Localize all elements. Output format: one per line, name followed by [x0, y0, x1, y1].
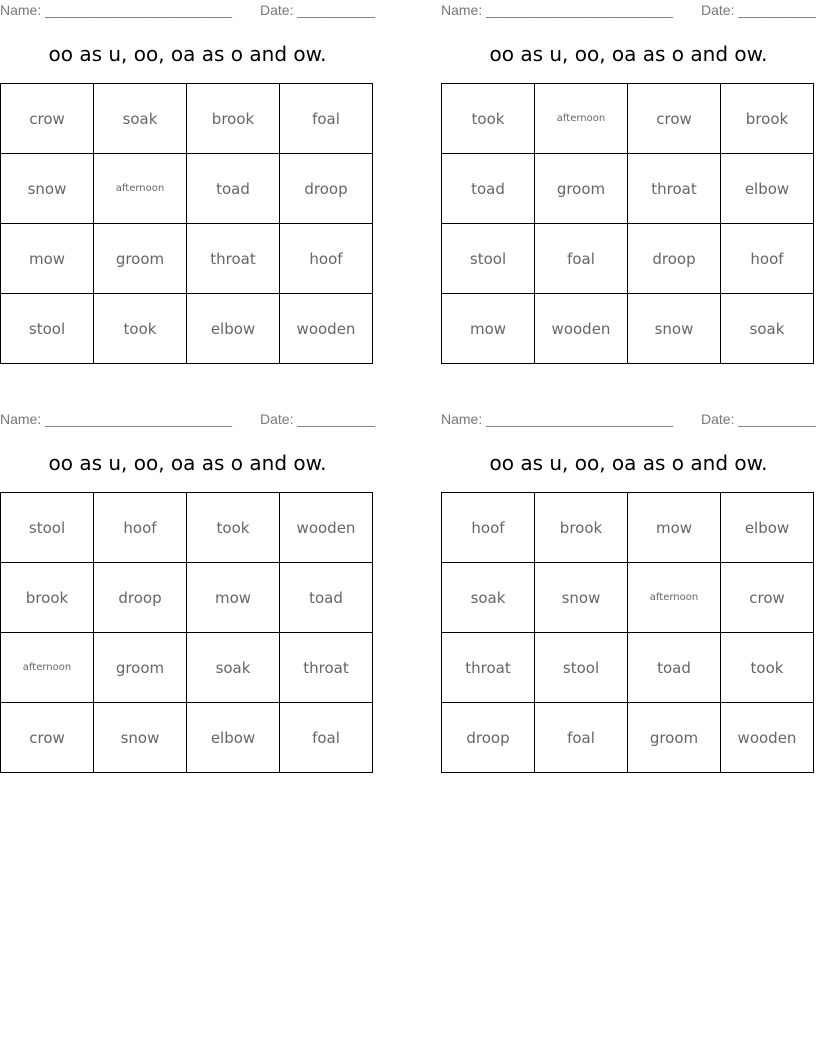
grid-cell[interactable]: toad [280, 563, 373, 633]
grid-cell[interactable]: toad [442, 154, 535, 224]
grid-cell[interactable]: throat [628, 154, 721, 224]
grid-cell[interactable]: throat [187, 224, 280, 294]
grid-cell[interactable]: wooden [535, 294, 628, 364]
grid-cell[interactable]: elbow [721, 154, 814, 224]
grid-cell[interactable]: hoof [280, 224, 373, 294]
grid-cell[interactable]: crow [628, 84, 721, 154]
grid-cell[interactable]: brook [721, 84, 814, 154]
grid-cell[interactable]: throat [442, 633, 535, 703]
grid-cell[interactable]: toad [187, 154, 280, 224]
grid-row [1, 84, 373, 154]
grid-cell[interactable]: wooden [280, 294, 373, 364]
grid-row [442, 224, 814, 294]
grid-cell[interactable]: took [187, 493, 280, 563]
date-field[interactable]: Date: __________ [701, 2, 816, 18]
grid-row [1, 703, 373, 773]
card-title: oo as u, oo, oa as o and ow. [48, 451, 327, 475]
grid-cell[interactable]: droop [628, 224, 721, 294]
grid-cell[interactable]: elbow [187, 703, 280, 773]
grid-cell[interactable]: droop [280, 154, 373, 224]
name-field[interactable]: Name: ________________________ [441, 2, 673, 18]
name-field[interactable]: Name: ________________________ [0, 411, 232, 427]
grid-cell[interactable]: took [94, 294, 187, 364]
card-header [0, 409, 375, 429]
grid-row [1, 294, 373, 364]
grid-cell[interactable]: stool [1, 294, 94, 364]
grid-cell[interactable]: elbow [721, 493, 814, 563]
grid-cell[interactable]: afternoon [1, 633, 94, 703]
card-header [0, 0, 375, 20]
grid-cell[interactable]: elbow [187, 294, 280, 364]
grid-cell[interactable]: took [442, 84, 535, 154]
grid-cell[interactable]: snow [94, 703, 187, 773]
grid-row [442, 294, 814, 364]
grid-cell[interactable]: foal [280, 703, 373, 773]
date-field[interactable]: Date: __________ [260, 411, 376, 427]
card-header [441, 409, 816, 429]
grid-cell[interactable]: mow [628, 493, 721, 563]
bingo-grid [441, 83, 814, 364]
bingo-grid [441, 492, 814, 773]
card-title: oo as u, oo, oa as o and ow. [489, 42, 768, 66]
grid-cell[interactable]: groom [94, 633, 187, 703]
grid-cell[interactable]: stool [1, 493, 94, 563]
grid-cell[interactable]: snow [535, 563, 628, 633]
grid-cell[interactable]: crow [1, 703, 94, 773]
grid-cell[interactable]: snow [628, 294, 721, 364]
grid-cell[interactable]: crow [721, 563, 814, 633]
grid-cell[interactable]: soak [442, 563, 535, 633]
grid-cell[interactable]: groom [535, 154, 628, 224]
grid-cell[interactable]: afternoon [94, 154, 187, 224]
grid-cell[interactable]: hoof [721, 224, 814, 294]
grid-cell[interactable]: throat [280, 633, 373, 703]
grid-row [442, 84, 814, 154]
grid-cell[interactable]: afternoon [535, 84, 628, 154]
grid-cell[interactable]: groom [628, 703, 721, 773]
grid-cell[interactable]: droop [94, 563, 187, 633]
grid-row [1, 493, 373, 563]
grid-row [442, 154, 814, 224]
date-field[interactable]: Date: __________ [701, 411, 816, 427]
grid-cell[interactable]: crow [1, 84, 94, 154]
grid-row [1, 224, 373, 294]
grid-cell[interactable]: brook [535, 493, 628, 563]
grid-cell[interactable]: droop [442, 703, 535, 773]
grid-cell[interactable]: hoof [94, 493, 187, 563]
card-header [441, 0, 816, 20]
grid-row [442, 493, 814, 563]
grid-row [1, 633, 373, 703]
grid-cell[interactable]: mow [187, 563, 280, 633]
grid-cell[interactable]: mow [442, 294, 535, 364]
grid-row [442, 703, 814, 773]
grid-cell[interactable]: afternoon [628, 563, 721, 633]
bingo-grid [0, 492, 373, 773]
grid-cell[interactable]: snow [1, 154, 94, 224]
grid-cell[interactable]: soak [94, 84, 187, 154]
grid-cell[interactable]: foal [535, 224, 628, 294]
grid-row [442, 563, 814, 633]
grid-cell[interactable]: groom [94, 224, 187, 294]
grid-cell[interactable]: mow [1, 224, 94, 294]
grid-cell[interactable]: stool [442, 224, 535, 294]
grid-cell[interactable]: toad [628, 633, 721, 703]
grid-cell[interactable]: soak [187, 633, 280, 703]
bingo-grid [0, 83, 373, 364]
grid-row [442, 633, 814, 703]
name-field[interactable]: Name: ________________________ [441, 411, 673, 427]
grid-row [1, 563, 373, 633]
grid-row [1, 154, 373, 224]
card-title: oo as u, oo, oa as o and ow. [489, 451, 768, 475]
grid-cell[interactable]: took [721, 633, 814, 703]
date-field[interactable]: Date: __________ [260, 2, 376, 18]
grid-cell[interactable]: brook [187, 84, 280, 154]
grid-cell[interactable]: stool [535, 633, 628, 703]
grid-cell[interactable]: wooden [280, 493, 373, 563]
card-title: oo as u, oo, oa as o and ow. [48, 42, 327, 66]
grid-cell[interactable]: wooden [721, 703, 814, 773]
grid-cell[interactable]: foal [280, 84, 373, 154]
grid-cell[interactable]: foal [535, 703, 628, 773]
grid-cell[interactable]: hoof [442, 493, 535, 563]
grid-cell[interactable]: soak [721, 294, 814, 364]
name-field[interactable]: Name: ________________________ [0, 2, 232, 18]
grid-cell[interactable]: brook [1, 563, 94, 633]
